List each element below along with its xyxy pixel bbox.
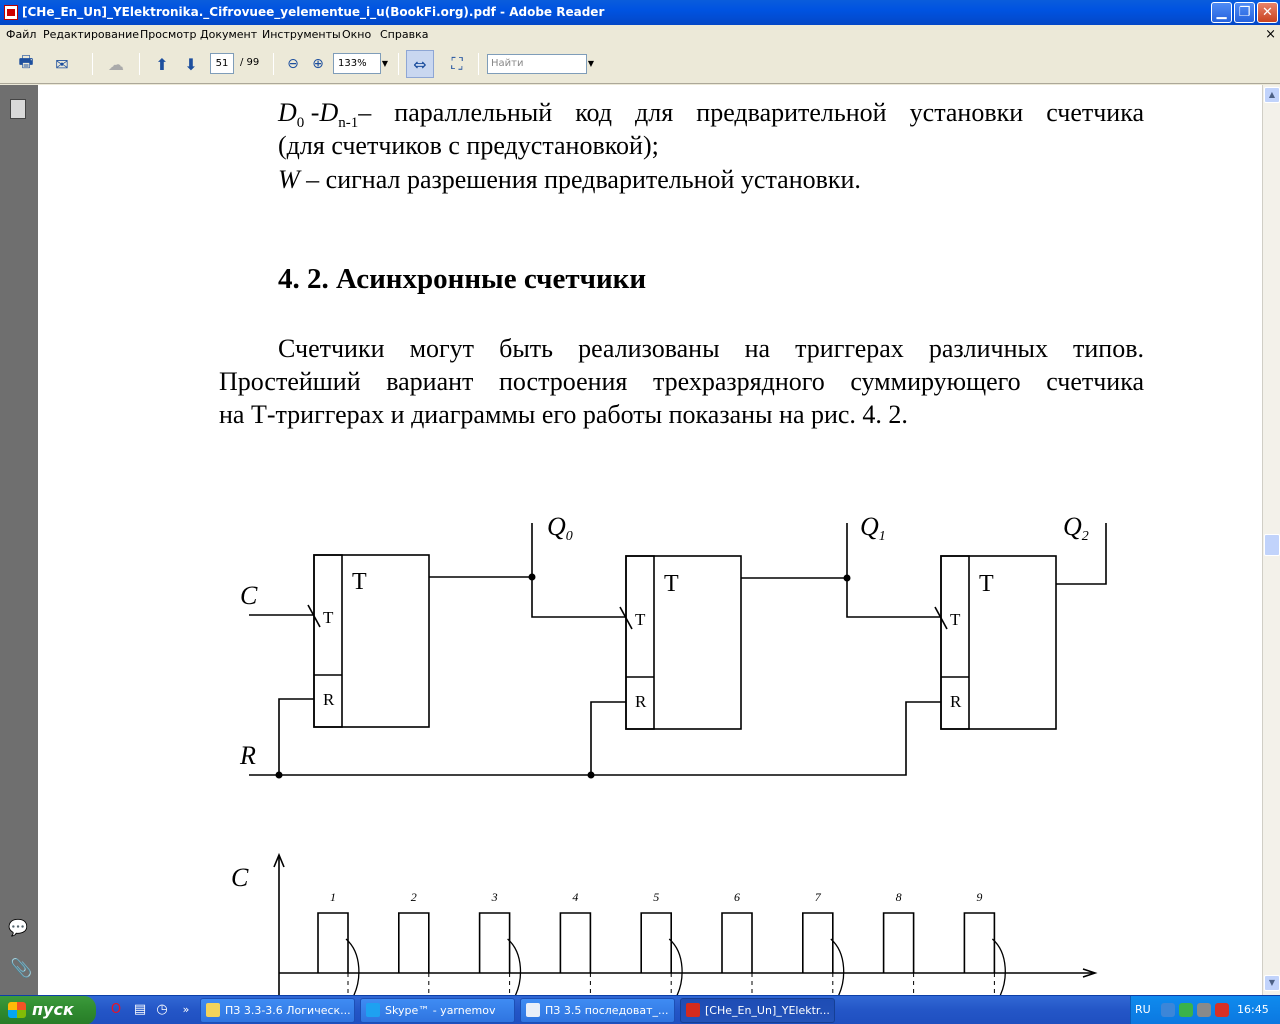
tray-back-icon[interactable] bbox=[1161, 1003, 1175, 1017]
flipflop-1-pin-t: T bbox=[635, 610, 646, 629]
clock-pulse bbox=[560, 913, 590, 973]
clock-app-icon[interactable]: ◷ bbox=[156, 1002, 168, 1017]
word-doc-icon bbox=[526, 1003, 540, 1017]
find-dropdown-icon[interactable]: ▼ bbox=[587, 59, 595, 68]
toolbar-separator bbox=[478, 53, 479, 75]
clock-pulse bbox=[884, 913, 914, 973]
clock: 16:45 bbox=[1237, 1003, 1269, 1016]
clock-pulse bbox=[399, 913, 429, 973]
clock-pulse bbox=[964, 913, 994, 973]
clock-input-label: C bbox=[240, 581, 258, 610]
print-icon[interactable]: 🖶 bbox=[18, 51, 34, 71]
flipflop-0-pin-r: R bbox=[323, 690, 335, 709]
menu-edit[interactable]: Редактирование bbox=[43, 28, 139, 41]
vertical-scrollbar[interactable] bbox=[1262, 85, 1280, 995]
definition-d-line2: (для счетчиков с предустановкой); bbox=[278, 131, 659, 160]
clock-pulse bbox=[722, 913, 752, 973]
menu-view[interactable]: Просмотр bbox=[140, 28, 197, 41]
next-page-icon[interactable]: ⬇ bbox=[184, 54, 198, 74]
start-button[interactable] bbox=[0, 996, 96, 1024]
symbol-dn: -D bbox=[304, 98, 339, 127]
task-label: Skype™ - yarnemov bbox=[385, 1004, 496, 1017]
toolbar-separator bbox=[398, 53, 399, 75]
clock-pulse bbox=[480, 913, 510, 973]
zoom-dropdown-icon[interactable]: ▼ bbox=[381, 59, 389, 68]
task-folder[interactable] bbox=[200, 998, 355, 1023]
close-button[interactable]: ✕ bbox=[1257, 2, 1278, 23]
adobe-reader-icon bbox=[4, 5, 18, 20]
tray-antivirus-icon[interactable] bbox=[1215, 1003, 1229, 1017]
flipflop-1-title: T bbox=[664, 571, 679, 597]
scroll-thumb[interactable] bbox=[1264, 534, 1280, 556]
clock-pulse bbox=[641, 913, 671, 973]
task-label: ПЗ 3.5 последоват_... bbox=[545, 1004, 669, 1017]
pulse-number: 3 bbox=[491, 890, 498, 904]
fit-width-icon[interactable]: ⇔ bbox=[406, 50, 434, 78]
toolbar bbox=[0, 45, 1280, 84]
output-q1-label: Q1 bbox=[860, 512, 886, 544]
symbol-d: D bbox=[278, 98, 297, 127]
scroll-up-icon[interactable]: ▲ bbox=[1264, 87, 1280, 103]
task-adobe-reader[interactable] bbox=[680, 998, 835, 1023]
menu-bar bbox=[0, 25, 1280, 45]
definition-w-text: – сигнал разрешения предварительной установки. bbox=[299, 165, 861, 194]
zoom-input[interactable]: 133% bbox=[333, 53, 381, 74]
clock-pulse bbox=[318, 913, 348, 973]
navigation-panel bbox=[0, 85, 38, 995]
pulse-number: 4 bbox=[572, 890, 579, 904]
task-label: [CHe_En_Un]_YElektr... bbox=[705, 1004, 830, 1017]
flipflop-0-pin-t: T bbox=[323, 608, 334, 627]
task-label: ПЗ 3.3-3.6 Логическ... bbox=[225, 1004, 351, 1017]
task-skype[interactable] bbox=[360, 998, 515, 1023]
reset-input-label: R bbox=[240, 741, 256, 770]
tray-device-icon[interactable] bbox=[1197, 1003, 1211, 1017]
notepad-icon[interactable]: ▤ bbox=[133, 1002, 147, 1017]
paragraph-line-3: на Т-триггерах и диаграммы его работы показаны на рис. 4. 2. bbox=[219, 400, 908, 429]
pulse-number: 8 bbox=[895, 890, 902, 904]
minimize-button[interactable]: ▁ bbox=[1211, 2, 1232, 23]
folder-icon bbox=[206, 1003, 220, 1017]
start-label: пуск bbox=[32, 1000, 74, 1019]
pulse-number: 7 bbox=[814, 890, 821, 904]
output-q0-label: Q0 bbox=[547, 512, 573, 544]
menu-help[interactable]: Справка bbox=[380, 28, 429, 41]
symbol-w: W bbox=[278, 165, 300, 194]
menu-document[interactable]: Документ bbox=[200, 28, 258, 41]
title-bar[interactable] bbox=[0, 0, 1280, 25]
maximize-button[interactable]: ❐ bbox=[1234, 2, 1255, 23]
toolbar-separator bbox=[273, 53, 274, 75]
pulse-number: 5 bbox=[653, 890, 660, 904]
pulse-number: 2 bbox=[410, 890, 417, 904]
document-page bbox=[38, 85, 1262, 995]
task-word[interactable] bbox=[520, 998, 675, 1023]
output-q2-label: Q2 bbox=[1063, 512, 1089, 544]
zoom-out-icon[interactable]: ⊖ bbox=[287, 56, 299, 72]
flipflop-2-pin-t: T bbox=[950, 610, 961, 629]
flipflop-2-title: T bbox=[979, 571, 994, 597]
toolbar-separator bbox=[92, 53, 93, 75]
paragraph-line-2: Простейший вариант построения трехразрядного суммирующего счетчика bbox=[219, 367, 1144, 396]
comments-icon[interactable]: ☁ bbox=[108, 54, 124, 74]
menu-window[interactable]: Окно bbox=[342, 28, 372, 41]
menu-file[interactable]: Файл bbox=[6, 28, 37, 41]
windows-logo-icon bbox=[8, 1002, 26, 1018]
tray-network-icon[interactable] bbox=[1179, 1003, 1193, 1017]
timing-signal-label: C bbox=[231, 863, 249, 892]
toolbar-separator bbox=[139, 53, 140, 75]
timing-diagram bbox=[38, 85, 1262, 995]
skype-icon bbox=[366, 1003, 380, 1017]
email-attach-icon[interactable]: ✉ bbox=[55, 54, 69, 74]
comments-panel-icon[interactable]: 💬 bbox=[8, 918, 28, 937]
scroll-down-icon[interactable]: ▼ bbox=[1264, 975, 1280, 991]
definition-d-text: – параллельный код для предварительной установки счетчика bbox=[358, 98, 1144, 127]
menu-tools[interactable]: Инструменты bbox=[262, 28, 341, 41]
section-heading: 4. 2. Асинхронные счетчики bbox=[278, 263, 647, 295]
pulse-number: 6 bbox=[734, 890, 740, 904]
symbol-sub: n-1 bbox=[338, 115, 359, 132]
taskbar bbox=[0, 995, 1280, 1024]
pdf-icon bbox=[686, 1003, 700, 1017]
flipflop-1-pin-r: R bbox=[635, 692, 647, 711]
window-title: [CHe_En_Un]_YElektronika._Cifrovuee_yelementue_i_u(BookFi.org).pdf - Adobe Reader bbox=[22, 5, 605, 19]
zoom-in-icon[interactable]: ⊕ bbox=[312, 56, 324, 72]
paragraph-line-1: Счетчики могут быть реализованы на триггерах различных типов. bbox=[278, 334, 1144, 363]
attachments-icon[interactable]: 📎 bbox=[10, 958, 33, 979]
find-input[interactable]: Найти bbox=[487, 54, 587, 74]
page-number-input[interactable]: 51 bbox=[210, 53, 234, 74]
clock-pulse bbox=[803, 913, 833, 973]
flipflop-0-title: T bbox=[352, 569, 367, 595]
page-total: / 99 bbox=[240, 57, 260, 68]
system-tray bbox=[1130, 996, 1280, 1024]
language-indicator[interactable]: RU bbox=[1135, 1003, 1151, 1016]
close-document-icon[interactable]: × bbox=[1265, 27, 1276, 42]
flipflop-2-pin-r: R bbox=[950, 692, 962, 711]
previous-page-icon[interactable]: ⬆ bbox=[155, 54, 169, 74]
fit-page-icon[interactable]: ⛶ bbox=[451, 54, 463, 73]
pulse-number: 9 bbox=[976, 890, 983, 904]
symbol-sub: 0 bbox=[296, 115, 305, 132]
pages-panel-icon[interactable] bbox=[10, 99, 26, 119]
opera-icon[interactable]: O bbox=[110, 1002, 122, 1017]
pulse-number: 1 bbox=[330, 890, 336, 904]
more-quicklaunch-icon[interactable]: » bbox=[182, 1003, 190, 1016]
